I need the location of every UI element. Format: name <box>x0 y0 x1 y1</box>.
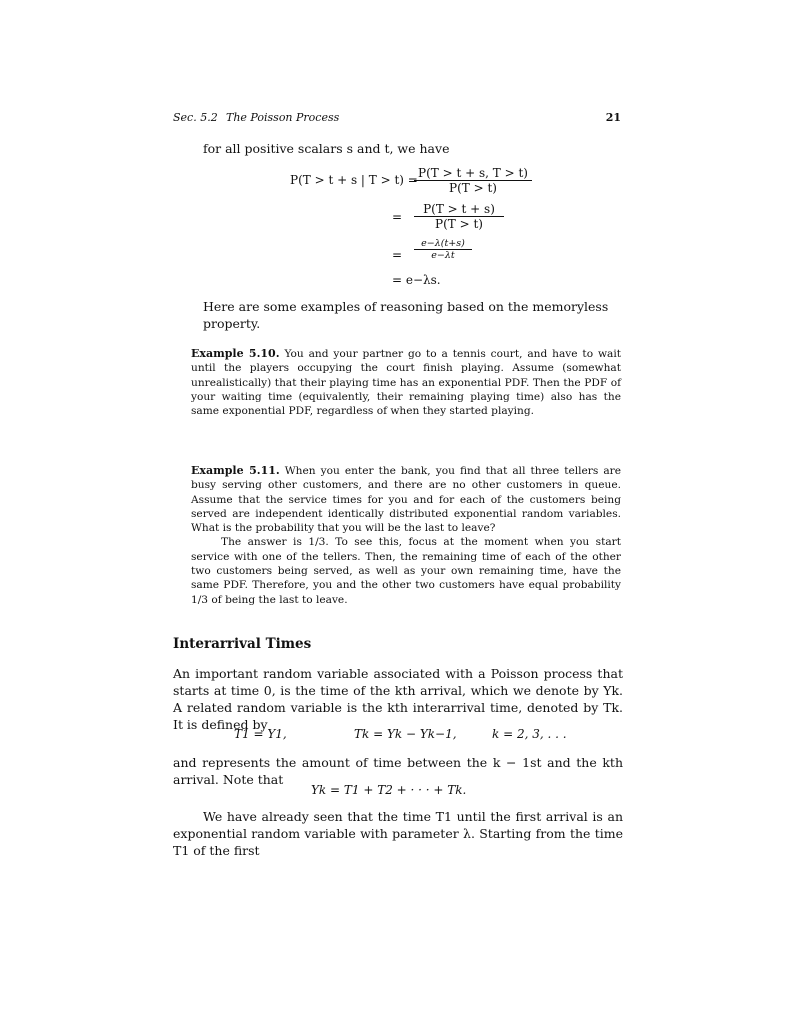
examples-intro: Here are some examples of reasoning based on the memoryless property. <box>203 299 609 331</box>
interarrival-eq-part1: T1 = Y1, <box>234 727 287 741</box>
example-5-10-text: You and your partner go to a tennis court, and have to wait until the players occupying the court finish playing. Assume (somewhat unrealistically) that their playing time has an exponential PDF. Then the PDF of your waiting time (equivalently, their remaining playing time) also has the same exponential PDF, regardless of when they started playing. <box>191 348 621 418</box>
interarrival-paragraph: An important random variable associated with a Poisson process that starts at time 0, is the time of the kth arrival, which we denote by Yk. A related random variable is the kth interarrival time, denoted by Tk. It is defined by <box>173 666 623 732</box>
example-5-11-label: Example 5.11. <box>191 464 280 477</box>
sum-equation: Yk = T1 + T2 + · · · + Tk. <box>311 783 467 797</box>
eq-line1-frac <box>414 166 532 195</box>
example-5-10-label: Example 5.10. <box>191 347 280 360</box>
eq-line2-den: P(T > t) <box>435 217 483 231</box>
eq-lhs: P(T > t + s | T > t) = <box>290 173 418 187</box>
final-paragraph: We have already seen that the time T1 until the first arrival is an exponential random variable with parameter λ. Starting from the time T1 of the first <box>173 809 623 858</box>
eq-line1-num: P(T > t + s, T > t) <box>414 166 532 181</box>
header-title: The Poisson Process <box>226 111 340 124</box>
eq-line1-den: P(T > t) <box>449 181 497 195</box>
eq-line2-num: P(T > t + s) <box>414 202 504 217</box>
page-number: 21 <box>605 111 621 124</box>
interarrival-eq-part2: Tk = Yk − Yk−1, <box>354 727 457 741</box>
intro-line: for all positive scalars s and t, we have <box>203 141 450 156</box>
eq-line3-num: e−λ(t+s) <box>414 238 472 250</box>
example-5-11 <box>191 464 621 607</box>
eq-sign-3: = <box>392 248 403 262</box>
example-5-11-answer: The answer is 1/3. To see this, focus at the moment when you start service with one of the tellers. Then, the remaining time of each of the other two customers being served, as well as your own remaining time, have the same PDF. Therefore, you and the other two customers have equal probability 1/3 of being the last to leave. <box>191 536 621 606</box>
example-5-10 <box>191 347 621 418</box>
header-section: Sec. 5.2 <box>173 111 218 124</box>
section-heading: Interarrival Times <box>173 636 312 652</box>
example-5-11-text: When you enter the bank, you find that all three tellers are busy serving other customers, and there are no other customers in queue. Assume that the service times for you and for each of the customers being served are independent identically distributed exponential random variables. What is the probability that you will be the last to leave? <box>191 465 621 535</box>
eq-line2-frac <box>414 202 504 231</box>
eq-line4: = e−λs. <box>392 273 441 287</box>
running-header <box>173 111 621 127</box>
interarrival-eq-part3: k = 2, 3, . . . <box>492 727 567 741</box>
eq-line3-den: e−λt <box>431 250 455 261</box>
represents-paragraph: and represents the amount of time between the k − 1st and the kth arrival. Note that <box>173 755 623 787</box>
eq-line3-frac <box>414 238 472 261</box>
eq-sign-2: = <box>392 210 403 224</box>
